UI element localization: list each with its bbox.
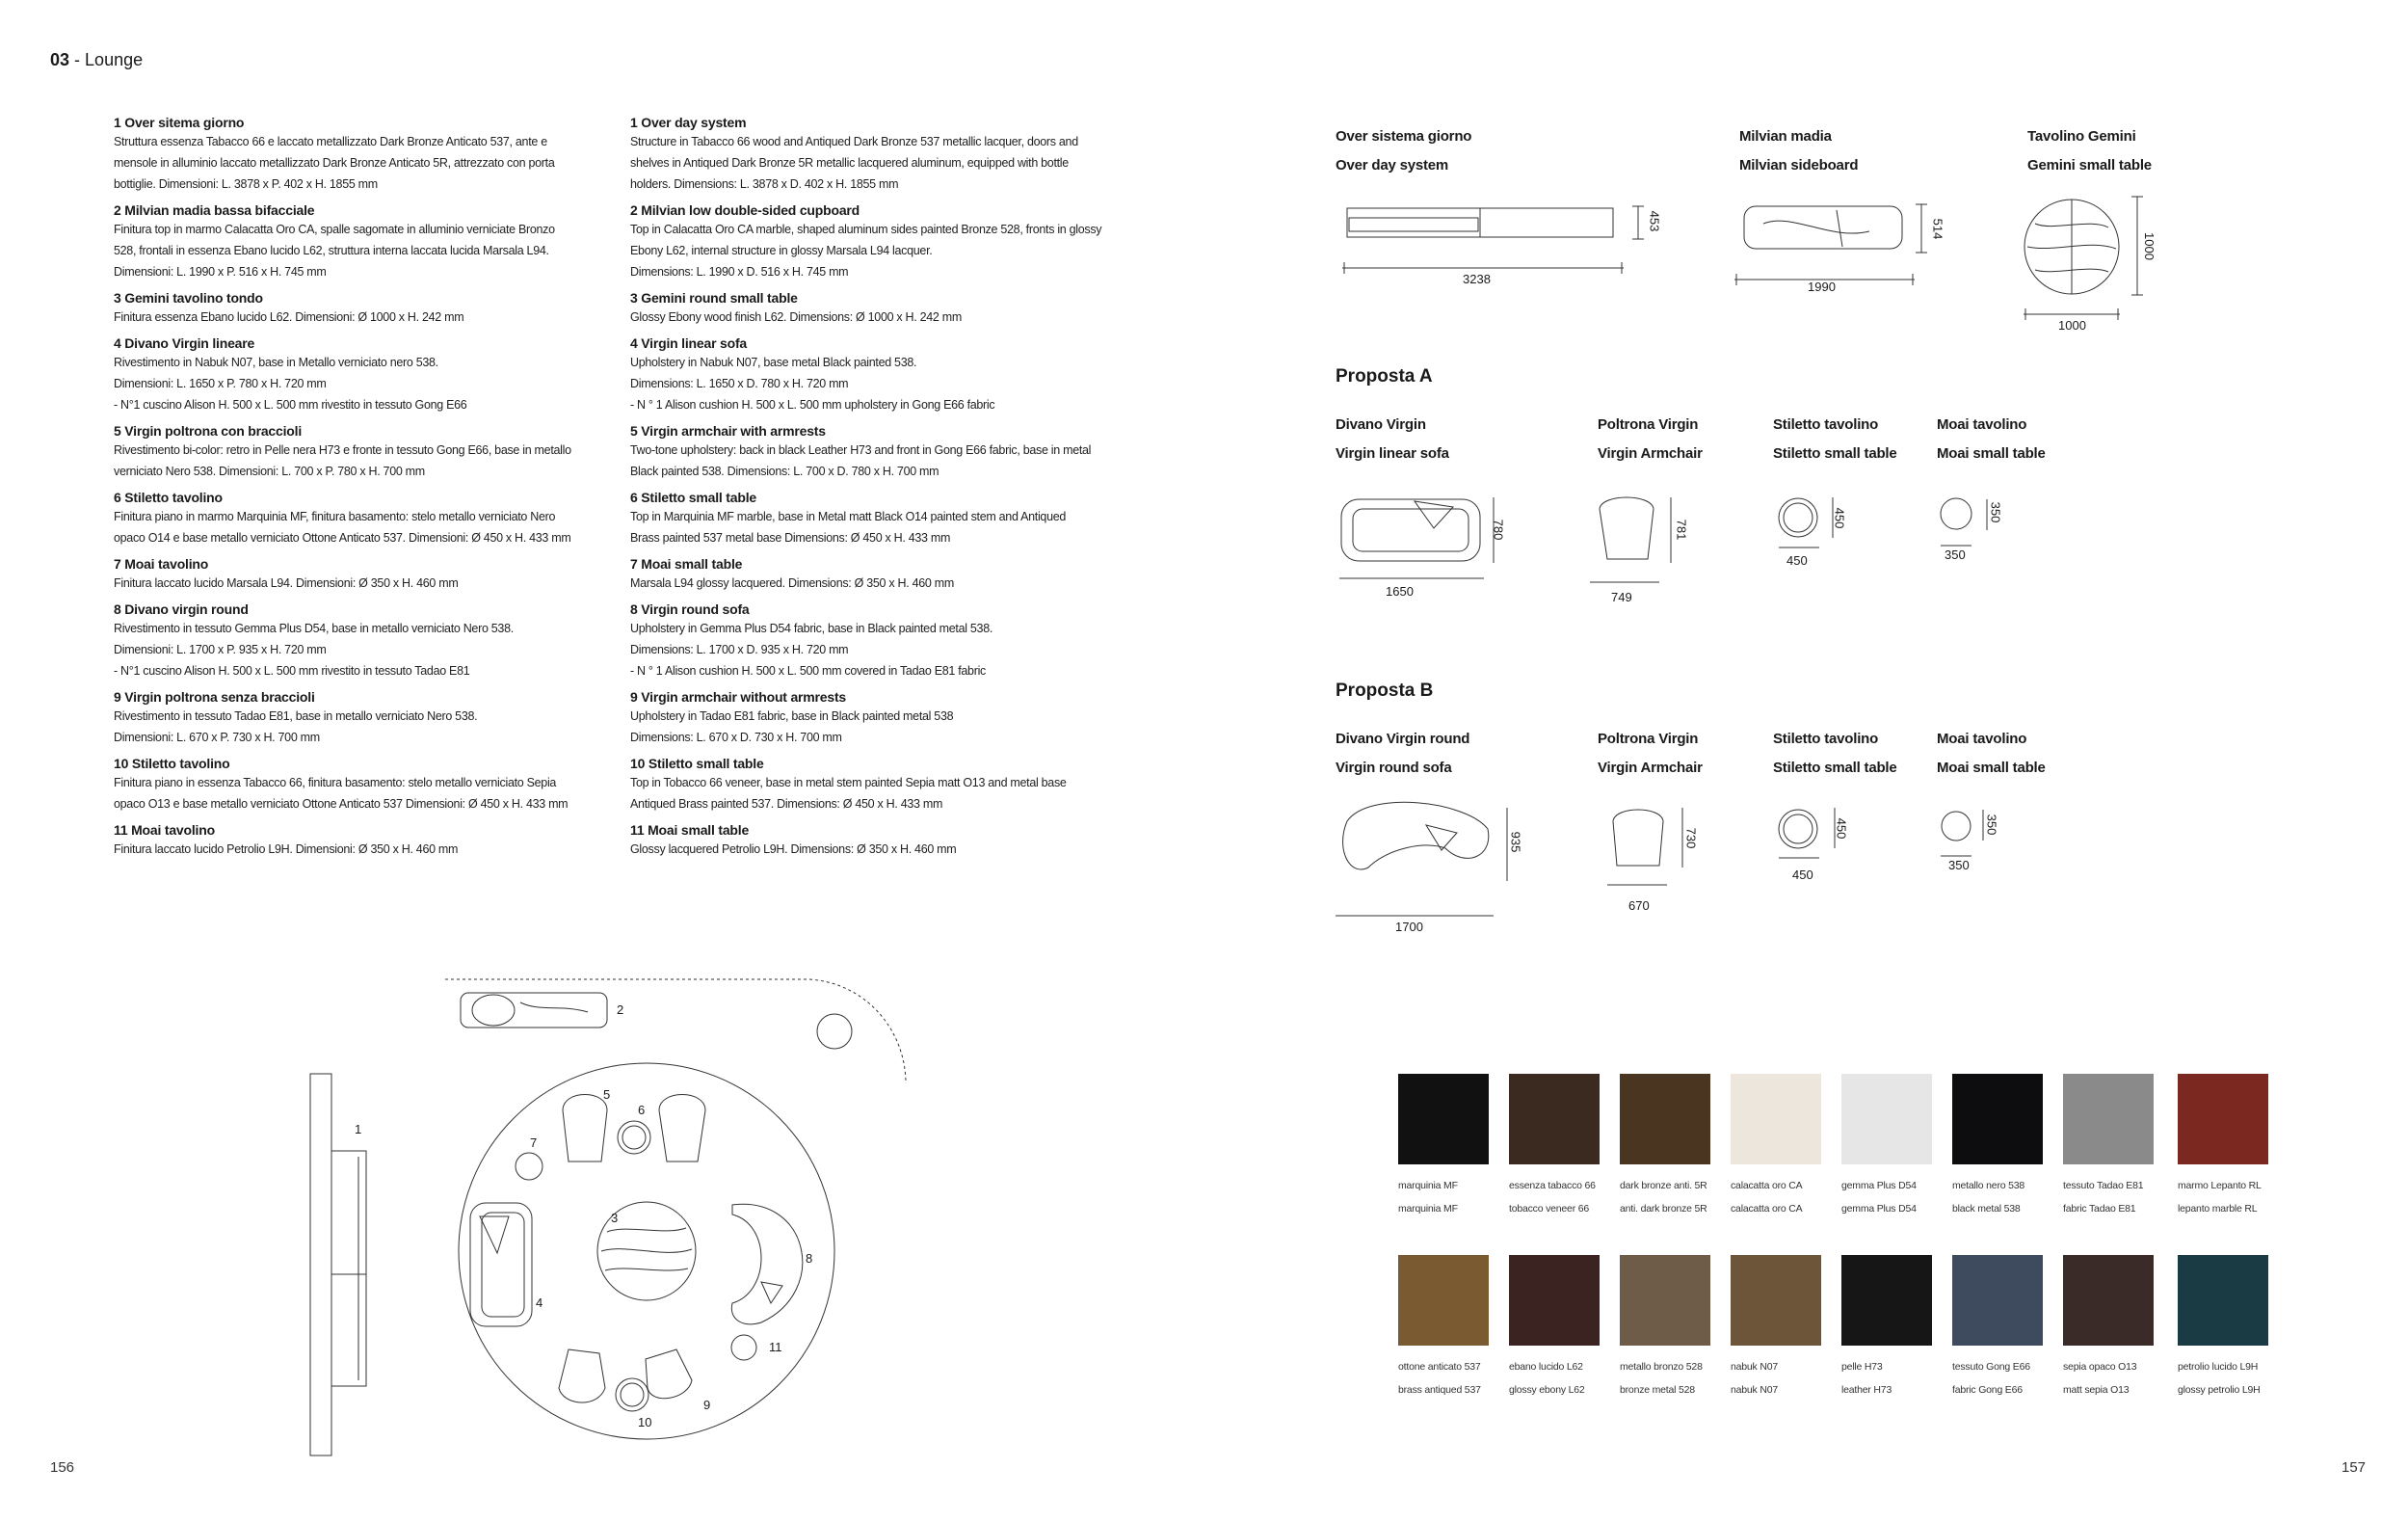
plan-label-2: 2 [617,1002,624,1017]
swatch-caption [1731,1174,1802,1220]
entry-title: 6 Stiletto tavolino [114,490,223,505]
swatch-swatches_row2-5 [1952,1255,2043,1346]
swatch-swatches_row1-0 [1398,1074,1489,1164]
plan-label-6: 6 [638,1103,646,1117]
swatch-caption-it: ottone anticato 537 [1398,1361,1481,1373]
swatch-caption [1841,1355,1892,1402]
item-label-it: Divano Virgin [1336,416,1426,433]
plan-label-5: 5 [603,1087,611,1102]
swatch-caption [1952,1174,2024,1220]
swatch-caption-it: marmo Lepanto RL [2178,1180,2262,1191]
swatch-caption-it: gemma Plus D54 [1841,1180,1917,1191]
swatch-caption-en: tobacco veneer 66 [1509,1203,1589,1215]
swatch-caption [1620,1174,1707,1220]
over-label-it: Over sistema giorno [1336,128,1472,145]
entry-title: 9 Virgin armchair without armrests [630,689,847,705]
entry-description: Rivestimento in tessuto Gemma Plus D54, base in metallo verniciato Nero 538. Dimensioni: L. 1700 x P. 935 x H. 720 mm - N°1 cuscino Alison H. 500 x L. 500 mm rivestito in tessuto Tadao E81 [114,622,514,678]
entry-description: Finitura top in marmo Calacatta Oro CA, spalle sagomate in alluminio verniciate Bronzo 528, frontali in essenza Ebano lucido L62, struttura interna laccata lucida Marsala L94. Dimensioni: L. 1990 x P. 516 x H. 745 mm [114,223,555,279]
swatch-swatches_row1-4 [1841,1074,1932,1164]
gemini-width: 1000 [2058,318,2086,333]
item-width: 749 [1611,590,1632,604]
swatch-caption-en: matt sepia O13 [2063,1384,2130,1396]
proposta_b-item-label [1336,725,1469,783]
swatch-caption [1841,1174,1917,1220]
swatch-swatches_row2-1 [1509,1255,1600,1346]
entry-description: Top in Marquinia MF marble, base in Metal matt Black O14 painted stem and Antiqued Brass painted 537 metal base Dimensions: Ø 450 x H. 433 mm [630,510,1067,545]
swatch-caption-it: sepia opaco O13 [2063,1361,2137,1373]
entry-description: Rivestimento in Nabuk N07, base in Metallo verniciato nero 538. Dimensioni: L. 1650 x P. 780 x H. 720 mm - N°1 cuscino Alison H. 500 x L. 500 mm rivestito in tessuto Gong E66 [114,356,467,412]
swatch-caption [2063,1174,2143,1220]
item-width: 450 [1786,553,1808,568]
item-height: 450 [1834,817,1849,840]
swatch-swatches_row2-7 [2178,1255,2268,1346]
swatch-caption-en: nabuk N07 [1731,1384,1778,1396]
item-label-it: Stiletto tavolino [1773,731,1879,747]
swatch-caption-it: petrolio lucido L9H [2178,1361,2259,1373]
section-title: - Lounge [74,50,144,69]
item-width: 1650 [1386,584,1414,599]
swatch-caption-it: ebano lucido L62 [1509,1361,1583,1373]
swatch-caption [1509,1355,1585,1402]
item-label-en: Virgin Armchair [1598,760,1703,776]
a-moai-drawing [1941,498,1971,529]
item-label-en: Virgin Armchair [1598,445,1703,462]
swatch-caption-en: fabric Gong E66 [1952,1384,2023,1396]
over-label-en: Over day system [1336,157,1449,174]
a-stiletto-drawing [1779,498,1817,537]
swatch-caption [1952,1355,2030,1402]
swatch-caption [1731,1355,1778,1402]
entry-title: 1 Over sitema giorno [114,115,245,130]
item-label-en: Virgin round sofa [1336,760,1452,776]
swatch-caption-it: metallo bronzo 528 [1620,1361,1703,1373]
entry-description: Top in Tobacco 66 veneer, base in metal stem painted Sepia matt O13 and metal base Antiqued Brass painted 537. Dimensions: Ø 450 x H. 433 mm [630,776,1067,811]
entry-description: Rivestimento bi-color: retro in Pelle nera H73 e fronte in tessuto Gong E66, base in metallo verniciato Nero 538. Dimensioni: L. 700 x P. 780 x H. 700 mm [114,443,571,478]
item-label-en: Moai small table [1937,760,2046,776]
section-number: 03 [50,50,70,69]
entry-title: 6 Stiletto small table [630,490,756,505]
entry-title: 5 Virgin poltrona con braccioli [114,423,303,439]
entry-description: Finitura laccato lucido Marsala L94. Dimensioni: Ø 350 x H. 460 mm [114,576,459,590]
swatch-caption-en: bronze metal 528 [1620,1384,1695,1396]
swatch-swatches_row1-6 [2063,1074,2154,1164]
swatch-caption-en: black metal 538 [1952,1203,2021,1215]
entry-title: 4 Divano Virgin lineare [114,335,255,351]
swatch-caption-it: essenza tabacco 66 [1509,1180,1596,1191]
swatch-caption-en: brass antiqued 537 [1398,1384,1481,1396]
swatch-caption [1620,1355,1703,1402]
entry-title: 4 Virgin linear sofa [630,335,748,351]
item-height: 730 [1683,827,1699,849]
item-height: 780 [1491,519,1506,541]
item-label-it: Moai tavolino [1937,731,2027,747]
swatch-caption [1509,1174,1596,1220]
milvian-label-en: Milvian sideboard [1739,157,1859,174]
swatch-caption-it: metallo nero 538 [1952,1180,2025,1191]
milvian-width: 1990 [1808,280,1836,294]
entry-title: 3 Gemini tavolino tondo [114,290,263,306]
swatch-caption-en: lepanto marble RL [2178,1203,2258,1215]
over-width: 3238 [1463,272,1491,286]
swatch-caption-en: leather H73 [1841,1384,1892,1396]
entry-title: 8 Virgin round sofa [630,601,750,617]
proposta_b-item-label [1773,725,1897,783]
swatch-caption-en: fabric Tadao E81 [2063,1203,2136,1215]
item-width: 350 [1945,547,1966,562]
swatch-swatches_row2-0 [1398,1255,1489,1346]
swatch-swatches_row1-1 [1509,1074,1600,1164]
entry-description: Upholstery in Nabuk N07, base metal Black painted 538. Dimensions: L. 1650 x D. 780 x H. 720 mm - N ° 1 Alison cushion H. 500 x L. 500 mm upholstery in Gong E66 fabric [630,356,995,412]
plan-label-3: 3 [611,1211,619,1225]
b-moai-drawing [1942,812,1971,841]
swatch-swatches_row1-7 [2178,1074,2268,1164]
plan-label-1: 1 [355,1122,362,1136]
proposta_b-item-label [1598,725,1703,783]
entry-title: 2 Milvian madia bassa bifacciale [114,202,315,218]
entry-title: 3 Gemini round small table [630,290,798,306]
item-label-it: Poltrona Virgin [1598,731,1699,747]
plan-label-8: 8 [806,1251,813,1266]
entry-title: 2 Milvian low double-sided cupboard [630,202,860,218]
entry-description: Upholstery in Gemma Plus D54 fabric, base in Black painted metal 538. Dimensions: L. 1700 x D. 935 x H. 720 mm - N ° 1 Alison cushion H. 500 x L. 500 mm covered in Tadao E81 fabric [630,622,993,678]
item-label-en: Stiletto small table [1773,445,1897,462]
item-height: 350 [1984,814,1999,836]
swatch-caption-it: tessuto Tadao E81 [2063,1180,2144,1191]
entry-description: Finitura piano in marmo Marquinia MF, finitura basamento: stelo metallo verniciato Nero opaco O14 e base metallo verniciato Ottone Anticato 537. Dimensioni: Ø 450 x H. 433 mm [114,510,571,545]
plan-label-10: 10 [638,1415,652,1429]
swatch-caption [2178,1174,2262,1220]
swatch-caption-it: marquinia MF [1398,1180,1458,1191]
swatch-caption [1398,1355,1481,1402]
entry-description: Two-tone upholstery: back in black Leather H73 and front in Gong E66 fabric, base in metal Black painted 538. Dimensions: L. 700 x D. 780 x H. 700 mm [630,443,1092,478]
item-label-en: Stiletto small table [1773,760,1897,776]
entry-title: 7 Moai tavolino [114,556,209,572]
swatch-swatches_row2-6 [2063,1255,2154,1346]
item-label-en: Virgin linear sofa [1336,445,1449,462]
plan-label-11: 11 [769,1340,782,1354]
swatch-caption-it: tessuto Gong E66 [1952,1361,2030,1373]
swatch-caption-it: nabuk N07 [1731,1361,1778,1373]
entry-description: Finitura piano in essenza Tabacco 66, finitura basamento: stelo metallo verniciato Sepia opaco O13 e base metallo verniciato Ottone Anticato 537 Dimensioni: Ø 450 x H. 433 mm [114,776,569,811]
plan-label-4: 4 [536,1295,543,1310]
swatch-swatches_row1-5 [1952,1074,2043,1164]
item-width: 450 [1792,868,1813,882]
swatch-swatches_row1-3 [1731,1074,1821,1164]
swatch-caption-it: calacatta oro CA [1731,1180,1803,1191]
item-height: 450 [1832,507,1847,529]
plan-label-7: 7 [530,1135,538,1150]
item-label-it: Stiletto tavolino [1773,416,1879,433]
proposta_b-item-label [1937,725,2046,783]
entry-description: Structure in Tabacco 66 wood and Antiqued Dark Bronze 537 metallic lacquer, doors and shelves in Antiqued Dark Bronze 5R metallic lacquered aluminum, equipped with bottle holders. Dimensions: L. 3878 x D. 402 x H. 1855 mm [630,135,1078,191]
entry-description: Top in Calacatta Oro CA marble, shaped aluminum sides painted Bronze 528, fronts in glossy Ebony L62, internal structure in glossy Marsala L94 lacquer. Dimensions: L. 1990 x D. 516 x H. 745 mm [630,223,1102,279]
entry-title: 11 Moai tavolino [114,822,215,838]
item-label-it: Divano Virgin round [1336,731,1470,747]
item-height: 935 [1508,831,1523,853]
proposta-a-title: Proposta A [1336,366,1433,387]
milvian-drawing [1744,206,1902,249]
entry-title: 8 Divano virgin round [114,601,249,617]
entry-description: Struttura essenza Tabacco 66 e laccato metallizzato Dark Bronze Anticato 537, ante e mensole in alluminio laccato metallizzato Dark Bronze Anticato 5R, attrezzato con porta bottiglie. Dimensioni: L. 3878 x P. 402 x H. 1855 mm [114,135,555,191]
entry-description: Upholstery in Tadao E81 fabric, base in Black painted metal 538 Dimensions: L. 670 x D. 730 x H. 700 mm [630,709,954,744]
milvian-label-it: Milvian madia [1739,128,1832,145]
swatch-caption-it: pelle H73 [1841,1361,1883,1373]
swatch-caption-it: dark bronze anti. 5R [1620,1180,1707,1191]
item-label-it: Poltrona Virgin [1598,416,1699,433]
entry-title: 9 Virgin poltrona senza braccioli [114,689,315,705]
swatch-caption-en: glossy ebony L62 [1509,1384,1585,1396]
swatch-swatches_row2-2 [1620,1255,1710,1346]
b-round-sofa-drawing [1343,802,1489,869]
page-number-left: 156 [50,1459,75,1476]
entry-title: 10 Stiletto tavolino [114,756,230,771]
entry-title: 11 Moai small table [630,822,750,838]
swatch-swatches_row1-2 [1620,1074,1710,1164]
swatch-caption-en: gemma Plus D54 [1841,1203,1917,1215]
gemini-height: 1000 [2141,232,2157,260]
swatch-caption [2063,1355,2136,1402]
item-width: 1700 [1395,920,1423,934]
proposta_a-item-label [1598,411,1703,468]
proposta_a-item-label [1773,411,1897,468]
entry-description: Glossy lacquered Petrolio L9H. Dimensions: Ø 350 x H. 460 mm [630,842,957,856]
entry-title: 1 Over day system [630,115,747,130]
swatch-swatches_row2-3 [1731,1255,1821,1346]
entry-description: Glossy Ebony wood finish L62. Dimensions: Ø 1000 x H. 242 mm [630,310,962,324]
gemini-label-en: Gemini small table [2027,157,2152,174]
entry-description: Finitura laccato lucido Petrolio L9H. Dimensioni: Ø 350 x H. 460 mm [114,842,459,856]
swatch-caption [2178,1355,2261,1402]
swatch-caption-en: calacatta oro CA [1731,1203,1803,1215]
proposta_a-item-label [1937,411,2046,468]
swatch-caption-en: anti. dark bronze 5R [1620,1203,1707,1215]
entry-title: 10 Stiletto small table [630,756,764,771]
over-height: 453 [1647,210,1662,232]
a-armchair-drawing [1600,497,1654,559]
swatch-caption-en: marquinia MF [1398,1203,1458,1215]
item-label-it: Moai tavolino [1937,416,2027,433]
entry-title: 5 Virgin armchair with armrests [630,423,826,439]
item-width: 670 [1628,898,1650,913]
gemini-label-it: Tavolino Gemini [2027,128,2136,145]
proposta-b-title: Proposta B [1336,681,1434,701]
item-height: 781 [1674,519,1689,541]
page-number-right: 157 [2342,1459,2367,1476]
item-width: 350 [1948,858,1970,872]
item-label-en: Moai small table [1937,445,2046,462]
entry-description: Finitura essenza Ebano lucido L62. Dimensioni: Ø 1000 x H. 242 mm [114,310,464,324]
swatch-caption [1398,1174,1458,1220]
milvian-height: 514 [1930,218,1945,240]
plan-label-9: 9 [703,1398,711,1412]
entry-title: 7 Moai small table [630,556,743,572]
entry-description: Marsala L94 glossy lacquered. Dimensions: Ø 350 x H. 460 mm [630,576,954,590]
proposta_a-item-label [1336,411,1449,468]
b-stiletto-drawing [1779,810,1817,848]
entry-description: Rivestimento in tessuto Tadao E81, base in metallo verniciato Nero 538. Dimensioni: L. 670 x P. 730 x H. 700 mm [114,709,478,744]
swatch-caption-en: glossy petrolio L9H [2178,1384,2261,1396]
swatch-swatches_row2-4 [1841,1255,1932,1346]
b-armchair-drawing [1613,810,1663,866]
item-height: 350 [1988,501,2003,523]
